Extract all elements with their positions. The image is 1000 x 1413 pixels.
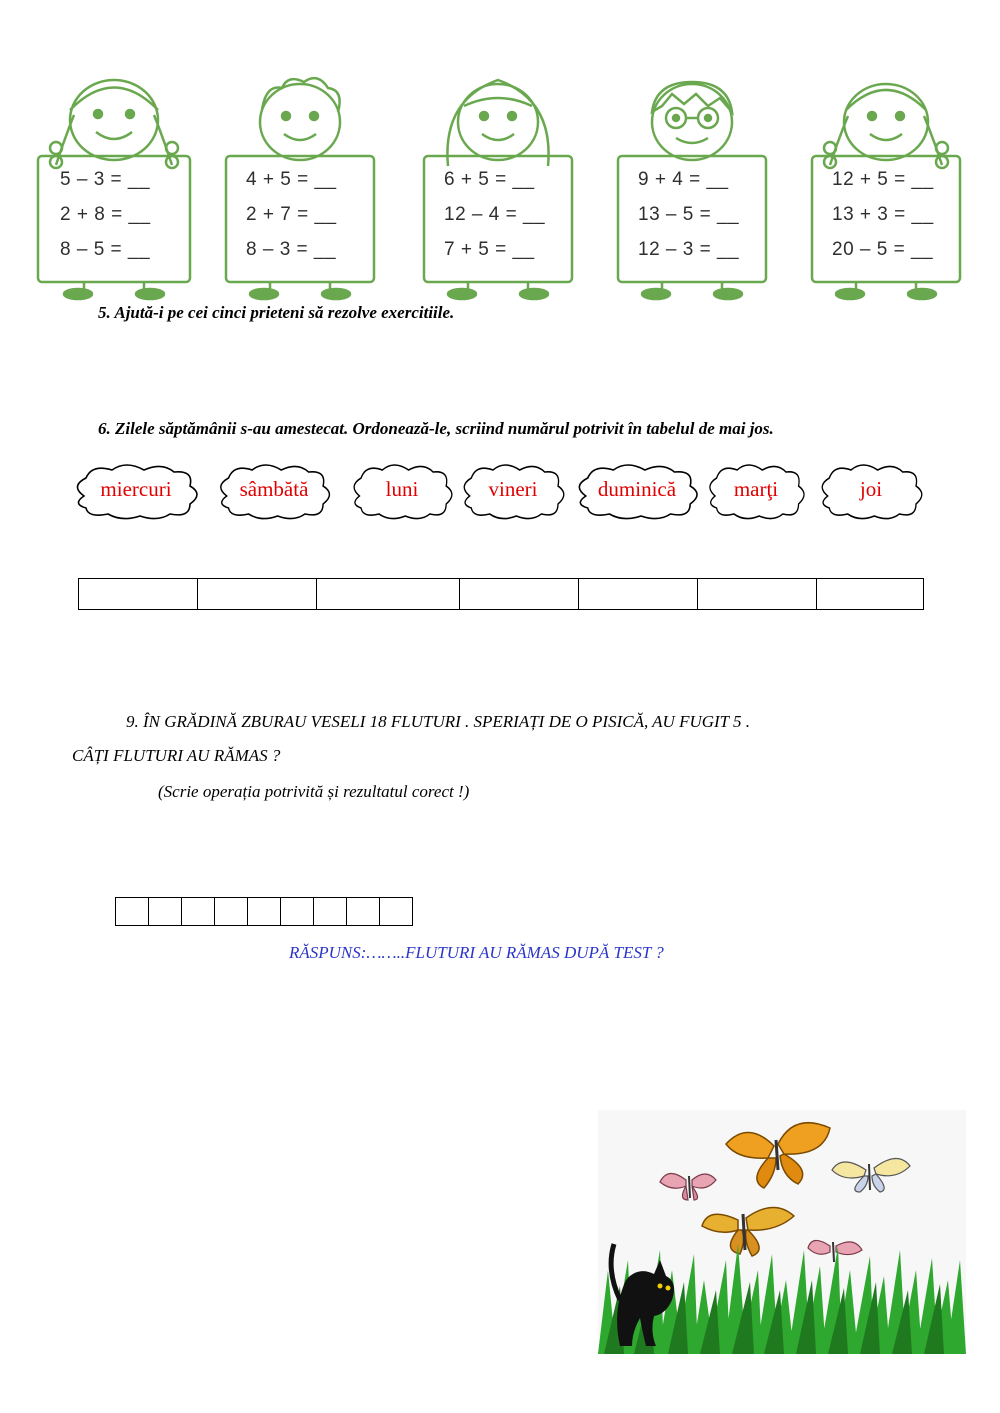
operation-cell[interactable] <box>379 897 413 926</box>
equation: 5 – 3 = __ <box>60 169 151 190</box>
day-label: luni <box>385 477 419 501</box>
day-cloud[interactable] <box>348 462 456 522</box>
day-cloud[interactable] <box>214 462 334 522</box>
operation-cell[interactable] <box>214 897 248 926</box>
day-label: joi <box>859 477 883 501</box>
math-board-3 <box>432 156 564 268</box>
equation: 13 – 5 = __ <box>638 204 740 225</box>
exercise-6-instruction: 6. Zilele săptămânii s-au amestecat. Ordonează-le, scriind numărul potrivit în tabelul de mai jos. <box>98 419 774 438</box>
operation-cell[interactable] <box>181 897 215 926</box>
problem-9-line-2: CÂȚI FLUTURI AU RĂMAS ? <box>72 746 281 765</box>
day-label: marţi <box>733 477 779 501</box>
equation: 8 – 3 = __ <box>246 239 337 260</box>
order-cell[interactable] <box>460 579 579 610</box>
math-board-1 <box>48 156 180 268</box>
equation: 8 – 5 = __ <box>60 239 151 260</box>
kid-card-4 <box>612 70 772 302</box>
day-cloud[interactable] <box>816 462 926 522</box>
problem-9-hint: (Scrie operația potrivită și rezultatul corect !) <box>158 782 470 801</box>
day-label: sâmbătă <box>239 477 309 501</box>
operation-cell[interactable] <box>148 897 182 926</box>
equation: 4 + 5 = __ <box>246 169 337 190</box>
equation: 2 + 7 = __ <box>246 204 337 225</box>
equation: 6 + 5 = __ <box>444 169 535 190</box>
order-cell[interactable] <box>579 579 698 610</box>
day-cloud[interactable] <box>458 462 568 522</box>
garden-scene <box>598 1110 966 1354</box>
operation-grid <box>116 897 413 926</box>
equation: 12 – 3 = __ <box>638 239 740 260</box>
operation-cell[interactable] <box>280 897 314 926</box>
order-cell[interactable] <box>79 579 198 610</box>
butterflies-cat-illustration <box>598 1110 966 1354</box>
exercise-5-instruction: 5. Ajută-i pe cei cinci prieteni să rezolve exercitiile. <box>98 303 455 322</box>
problem-9-line-1: 9. ÎN GRĂDINĂ ZBURAU VESELI 18 FLUTURI . SPERIAȚI DE O PISICĂ, AU FUGIT 5 . <box>126 712 751 731</box>
day-label: miercuri <box>100 477 172 501</box>
math-board-2 <box>234 156 366 268</box>
equation: 9 + 4 = __ <box>638 169 729 190</box>
day-label: duminică <box>597 477 677 501</box>
operation-cell[interactable] <box>115 897 149 926</box>
order-cell[interactable] <box>317 579 460 610</box>
equation: 2 + 8 = __ <box>60 204 151 225</box>
operation-cell[interactable] <box>346 897 380 926</box>
kid-card-1 <box>34 70 194 302</box>
equation: 12 – 4 = __ <box>444 204 546 225</box>
kid-card-2 <box>220 70 380 302</box>
math-board-4 <box>626 156 758 268</box>
equation: 7 + 5 = __ <box>444 239 535 260</box>
order-cell[interactable] <box>198 579 317 610</box>
math-board-5 <box>820 156 952 268</box>
equation: 13 + 3 = __ <box>832 204 934 225</box>
day-cloud[interactable] <box>704 462 808 522</box>
answer-line: RĂSPUNS:……..FLUTURI AU RĂMAS DUPĂ TEST ? <box>289 943 664 962</box>
order-cell[interactable] <box>698 579 817 610</box>
operation-cell[interactable] <box>313 897 347 926</box>
kid-card-3 <box>418 70 578 302</box>
equation: 20 – 5 = __ <box>832 239 934 260</box>
equation: 12 + 5 = __ <box>832 169 934 190</box>
day-label: vineri <box>488 477 538 501</box>
order-cell[interactable] <box>817 579 924 610</box>
kid-card-5 <box>806 70 966 302</box>
day-cloud[interactable] <box>70 462 202 522</box>
day-cloud[interactable] <box>572 462 702 522</box>
days-order-table <box>78 578 924 610</box>
operation-cell[interactable] <box>247 897 281 926</box>
